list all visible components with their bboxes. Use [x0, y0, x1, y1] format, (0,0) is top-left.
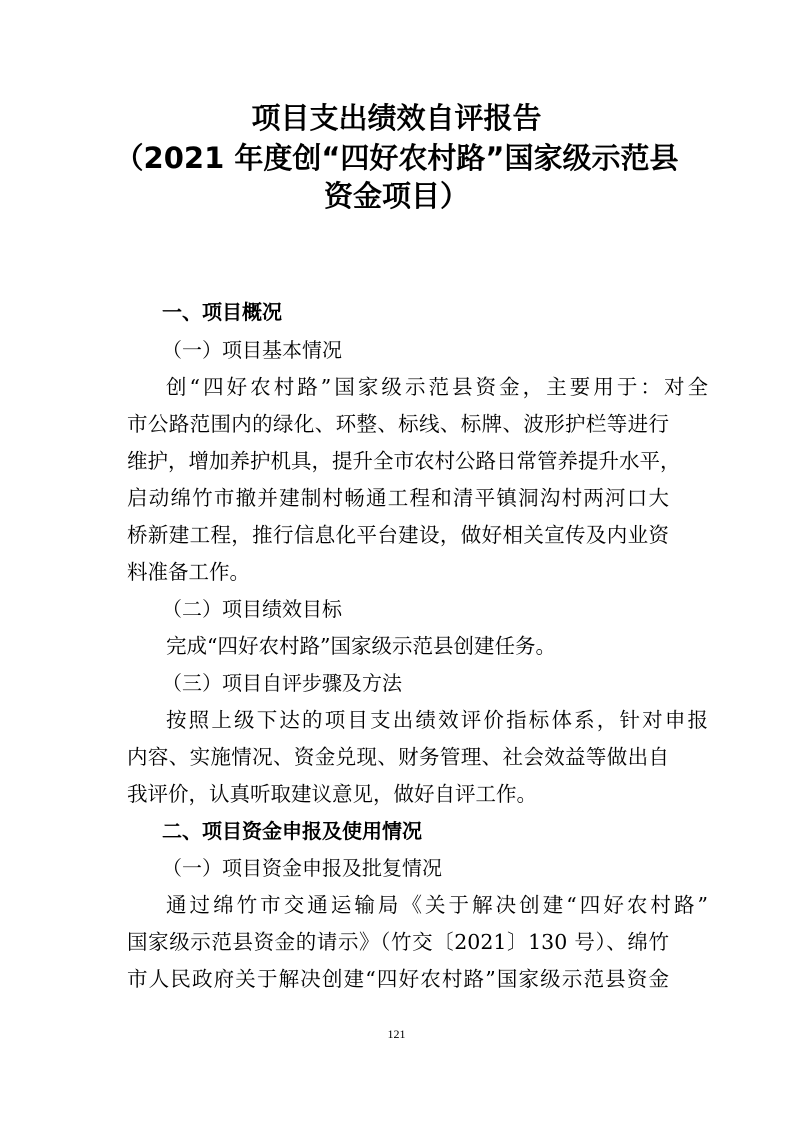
subsection-heading-performance-goal: （二）项目绩效目标: [162, 597, 342, 621]
section-heading-project-overview: 一、项目概况: [162, 300, 282, 324]
paragraph-line: 内容、实施情况、资金兑现、财务管理、社会效益等做出自: [127, 745, 669, 769]
paragraph-line: 维护，增加养护机具，提升全市农村公路日常管养提升水平，: [127, 449, 681, 473]
subsection-heading-evaluation-method: （三）项目自评步骤及方法: [162, 671, 402, 695]
paragraph-line: 按照上级下达的项目支出绩效评价指标体系，针对申报: [166, 708, 708, 732]
paragraph-line: 国家级示范县资金的请示》（竹交〔2021〕130 号）、绵竹: [127, 930, 669, 954]
section-heading-funding: 二、项目资金申报及使用情况: [162, 819, 422, 843]
paragraph-line: 完成“四好农村路”国家级示范县创建任务。: [166, 634, 556, 658]
document-title-line-3: 资金项目）: [323, 179, 469, 213]
paragraph-line: 启动绵竹市撤并建制村畅通工程和清平镇洞沟村两河口大: [127, 486, 669, 510]
paragraph-line: 桥新建工程，推行信息化平台建设，做好相关宣传及内业资: [127, 523, 669, 547]
page-number: 121: [387, 1027, 406, 1041]
paragraph-line: 料准备工作。: [127, 560, 250, 584]
paragraph-line: 通过绵竹市交通运输局《关于解决创建“四好农村路”: [166, 893, 708, 917]
paragraph-line: 创“四好农村路”国家级示范县资金，主要用于：对全: [166, 375, 708, 399]
document-title-line-1: 项目支出绩效自评报告: [251, 101, 542, 135]
paragraph-line: 市人民政府关于解决创建“四好农村路”国家级示范县资金: [127, 967, 669, 991]
paragraph-line: 市公路范围内的绿化、环整、标线、标牌、波形护栏等进行: [127, 412, 669, 436]
subsection-heading-funding-approval: （一）项目资金申报及批复情况: [162, 856, 442, 880]
subsection-heading-basic-info: （一）项目基本情况: [162, 338, 342, 362]
paragraph-line: 我评价，认真听取建议意见，做好自评工作。: [127, 782, 537, 806]
document-title-line-2: （2021 年度创“四好农村路”国家级示范县: [114, 141, 679, 175]
